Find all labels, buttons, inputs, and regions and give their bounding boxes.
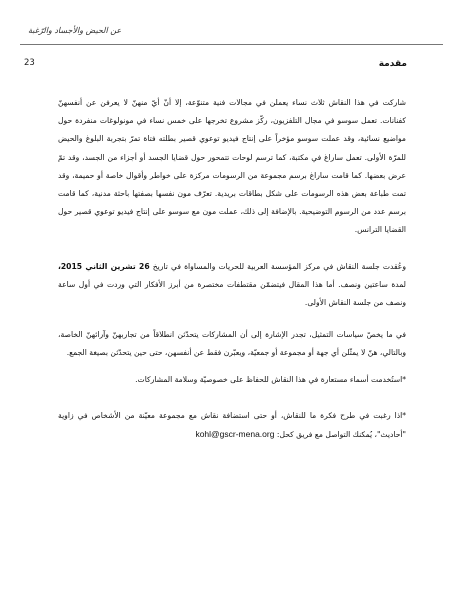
running-header-title: عن الحيض والأجساد والرّغبة xyxy=(28,26,122,35)
session-text-start: وعُقدت جلسة النقاش في مركز المؤسسة العربية للحريات والمساواة في تاريخ xyxy=(149,261,407,271)
section-title: مقدمة xyxy=(378,59,407,69)
contact-email-link[interactable]: kohl@gscr-mena.org xyxy=(195,429,275,440)
contact-note xyxy=(58,407,406,444)
representation-paragraph: في ما يخصّ سياسات التمثيل، تجدر الإشارة إلى أن المشاركات يتحدّثن انطلاقاً من تجاربهنّ وآرائهنّ الخاصة، وبالتالي، هنّ لا يمثّلن أي جهة أو مجموعة أو جمعيّة، ويعبّرن فقط عن أنفسهن، حتى حين يتحدّثن بصيغة الجمع. xyxy=(58,330,406,358)
article-body xyxy=(58,94,406,444)
page-number: 23 xyxy=(24,58,35,68)
pseudonym-note: *استُخدمت أسماء مستعارة في هذا النقاش للحفاظ على خصوصيّة وسلامة المشاركات. xyxy=(135,374,406,384)
header-divider xyxy=(20,44,443,45)
intro-paragraph: شاركت في هذا النقاش ثلاث نساء يعملن في مجالات فنية متنوّعة، إلا أنّ أيّ منهنّ لا يعرفن عن أنفسهنّ كفنانات. تعمل سوسو في مجال التلفزيون، ركّز مشروع تخرجها على خمس نساء في مونولوغات منفردة حول مواضيع نسائية، وقد عملت سوسو مؤخراً على إنتاج فيديو توعوي قصير بطلته فتاة تمرّ بتجربة البلوغ والحيض للمرّة الأولى. تعمل ساراغ في مكتبة، كما ترسم لوحات تتمحور حول قضايا الجسد أو أجزاء من الجسد، وقد تمّ عرض بعضها. كما قامت ساراغ برسم مجموعة من الرسومات مركزة على خواطر وأقوال خاصة أو حميمة، وقد تمت طباعة بعض هذه الرسومات على شكل بطاقات بريدية. تعرّف مون نفسها بصفتها باحثة مدنية، كما قامت برسم عدد من الرسوم التوضيحية. بالإضافة إلى ذلك، عملت مون مع سوسو على إنتاج فيديو توعوي قصير حول القضايا الترانس. xyxy=(58,98,406,235)
session-text-end: لمدة ساعتين ونصف. أما هذا المقال فيتضمّن مقتطفات مختصرة من أبرز الأفكار التي وردت في أول ساعة ونصف من جلسة النقاش الأولى. xyxy=(58,279,406,308)
session-paragraph xyxy=(58,258,406,313)
session-date: 26 تشرين الثاني 2015، xyxy=(58,261,150,271)
contact-text: *اذا رغبت في طرح فكرة ما للنقاش، أو حتى استضافة نقاش مع مجموعة معيّنة من الأشخاص في زاوية "أحاديث"، يُمكنك التواصل مع فريق كحل: xyxy=(58,410,406,440)
